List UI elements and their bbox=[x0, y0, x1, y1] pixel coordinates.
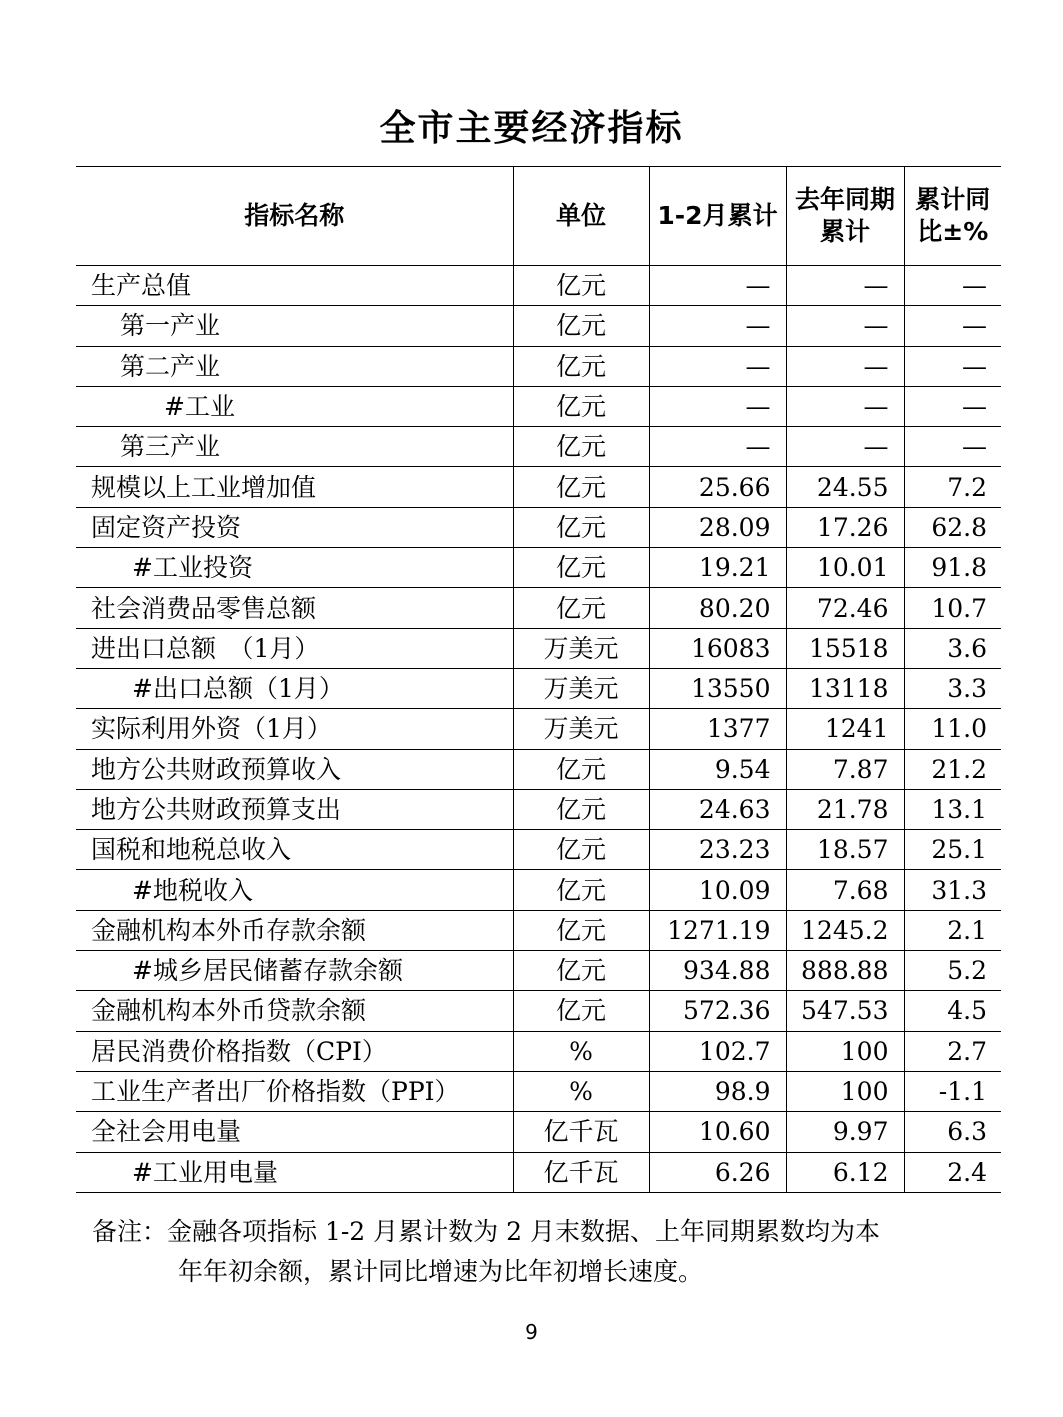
unit-cell: 亿元 bbox=[513, 789, 649, 829]
unit-cell: 亿元 bbox=[513, 386, 649, 426]
indicator-name: #工业用电量 bbox=[76, 1152, 513, 1192]
current-value: 98.9 bbox=[649, 1071, 786, 1111]
table-row bbox=[76, 306, 1001, 346]
yoy-value: 2.7 bbox=[904, 1031, 1001, 1071]
indicator-name: 居民消费价格指数（CPI） bbox=[76, 1031, 513, 1071]
previous-value: 7.68 bbox=[786, 870, 904, 910]
header-yoy-change: 累计同比±% bbox=[904, 167, 1001, 266]
indicator-name: 工业生产者出厂价格指数（PPI） bbox=[76, 1071, 513, 1111]
previous-value: 100 bbox=[786, 1031, 904, 1071]
indicator-name: #工业 bbox=[76, 386, 513, 426]
table-row bbox=[76, 588, 1001, 628]
unit-cell: 亿元 bbox=[513, 346, 649, 386]
indicator-name: #地税收入 bbox=[76, 870, 513, 910]
yoy-value: 10.7 bbox=[904, 588, 1001, 628]
current-value: — bbox=[649, 427, 786, 467]
table-row bbox=[76, 467, 1001, 507]
unit-cell: 万美元 bbox=[513, 709, 649, 749]
indicator-name: 规模以上工业增加值 bbox=[76, 467, 513, 507]
table-row bbox=[76, 266, 1001, 306]
indicator-name: 社会消费品零售总额 bbox=[76, 588, 513, 628]
current-value: 19.21 bbox=[649, 548, 786, 588]
table-row bbox=[76, 346, 1001, 386]
page-title: 全市主要经济指标 bbox=[379, 108, 684, 149]
indicator-name: 固定资产投资 bbox=[76, 507, 513, 547]
previous-value: 1245.2 bbox=[786, 910, 904, 950]
header-current-cumulative: 1-2月累计 bbox=[649, 167, 786, 266]
current-value: — bbox=[649, 386, 786, 426]
indicator-name: 地方公共财政预算支出 bbox=[76, 789, 513, 829]
unit-cell: 亿元 bbox=[513, 991, 649, 1031]
indicator-name: #工业投资 bbox=[76, 548, 513, 588]
table-row bbox=[76, 427, 1001, 467]
yoy-value: 4.5 bbox=[904, 991, 1001, 1031]
table-row bbox=[76, 1112, 1001, 1152]
current-value: 1377 bbox=[649, 709, 786, 749]
table-row bbox=[76, 507, 1001, 547]
indicator-name: #城乡居民储蓄存款余额 bbox=[76, 951, 513, 991]
table-row bbox=[76, 951, 1001, 991]
current-value: — bbox=[649, 306, 786, 346]
unit-cell: 亿千瓦 bbox=[513, 1152, 649, 1192]
table-row bbox=[76, 668, 1001, 708]
unit-cell: 亿元 bbox=[513, 548, 649, 588]
yoy-value: 5.2 bbox=[904, 951, 1001, 991]
header-unit: 单位 bbox=[513, 167, 649, 266]
previous-value: — bbox=[786, 266, 904, 306]
previous-value: 13118 bbox=[786, 668, 904, 708]
unit-cell: 亿千瓦 bbox=[513, 1112, 649, 1152]
previous-value: 10.01 bbox=[786, 548, 904, 588]
unit-cell: 亿元 bbox=[513, 507, 649, 547]
previous-value: 9.97 bbox=[786, 1112, 904, 1152]
previous-value: 17.26 bbox=[786, 507, 904, 547]
current-value: 23.23 bbox=[649, 830, 786, 870]
table-row bbox=[76, 749, 1001, 789]
indicator-name: 第二产业 bbox=[76, 346, 513, 386]
indicator-name: 金融机构本外币贷款余额 bbox=[76, 991, 513, 1031]
table-body bbox=[76, 266, 1001, 1193]
table-row bbox=[76, 386, 1001, 426]
previous-value: 24.55 bbox=[786, 467, 904, 507]
yoy-value: 3.3 bbox=[904, 668, 1001, 708]
indicator-name: 第三产业 bbox=[76, 427, 513, 467]
current-value: 16083 bbox=[649, 628, 786, 668]
yoy-value: 62.8 bbox=[904, 507, 1001, 547]
indicator-name: 生产总值 bbox=[76, 266, 513, 306]
indicator-name: 金融机构本外币存款余额 bbox=[76, 910, 513, 950]
unit-cell: 亿元 bbox=[513, 306, 649, 346]
table-row bbox=[76, 1031, 1001, 1071]
current-value: 80.20 bbox=[649, 588, 786, 628]
yoy-value: 11.0 bbox=[904, 709, 1001, 749]
unit-cell: 亿元 bbox=[513, 910, 649, 950]
table-row bbox=[76, 910, 1001, 950]
previous-value: 888.88 bbox=[786, 951, 904, 991]
previous-value: 15518 bbox=[786, 628, 904, 668]
footnote-line-2: 年年初余额，累计同比增速为比年初增长速度。 bbox=[178, 1257, 704, 1286]
previous-value: — bbox=[786, 386, 904, 426]
yoy-value: — bbox=[904, 266, 1001, 306]
footnote-line-1: 备注：金融各项指标 1-2 月累计数为 2 月末数据、上年同期累数均为本 bbox=[92, 1217, 880, 1246]
footnote bbox=[92, 1212, 992, 1292]
unit-cell: 亿元 bbox=[513, 951, 649, 991]
economic-indicators-table bbox=[76, 166, 1001, 1193]
yoy-value: 3.6 bbox=[904, 628, 1001, 668]
current-value: 102.7 bbox=[649, 1031, 786, 1071]
unit-cell: 亿元 bbox=[513, 588, 649, 628]
current-value: 28.09 bbox=[649, 507, 786, 547]
current-value: 13550 bbox=[649, 668, 786, 708]
previous-value: 7.87 bbox=[786, 749, 904, 789]
yoy-value: 21.2 bbox=[904, 749, 1001, 789]
yoy-value: 25.1 bbox=[904, 830, 1001, 870]
unit-cell: % bbox=[513, 1071, 649, 1111]
header-indicator-name: 指标名称 bbox=[76, 167, 513, 266]
previous-value: 100 bbox=[786, 1071, 904, 1111]
page-number: 9 bbox=[525, 1320, 538, 1344]
indicator-name: #出口总额（1月） bbox=[76, 668, 513, 708]
current-value: 10.60 bbox=[649, 1112, 786, 1152]
previous-value: 18.57 bbox=[786, 830, 904, 870]
previous-value: — bbox=[786, 346, 904, 386]
indicator-name: 进出口总额 （1月） bbox=[76, 628, 513, 668]
previous-value: — bbox=[786, 306, 904, 346]
yoy-value: 6.3 bbox=[904, 1112, 1001, 1152]
current-value: 24.63 bbox=[649, 789, 786, 829]
indicator-name: 国税和地税总收入 bbox=[76, 830, 513, 870]
yoy-value: 91.8 bbox=[904, 548, 1001, 588]
current-value: — bbox=[649, 346, 786, 386]
yoy-value: 2.4 bbox=[904, 1152, 1001, 1192]
previous-value: — bbox=[786, 427, 904, 467]
unit-cell: 亿元 bbox=[513, 870, 649, 910]
unit-cell: % bbox=[513, 1031, 649, 1071]
yoy-value: — bbox=[904, 306, 1001, 346]
current-value: — bbox=[649, 266, 786, 306]
current-value: 1271.19 bbox=[649, 910, 786, 950]
yoy-value: 13.1 bbox=[904, 789, 1001, 829]
current-value: 572.36 bbox=[649, 991, 786, 1031]
unit-cell: 万美元 bbox=[513, 628, 649, 668]
previous-value: 1241 bbox=[786, 709, 904, 749]
yoy-value: — bbox=[904, 427, 1001, 467]
table-row bbox=[76, 870, 1001, 910]
current-value: 9.54 bbox=[649, 749, 786, 789]
table-header-row bbox=[76, 167, 1001, 266]
current-value: 25.66 bbox=[649, 467, 786, 507]
unit-cell: 万美元 bbox=[513, 668, 649, 708]
table-row bbox=[76, 709, 1001, 749]
yoy-value: — bbox=[904, 346, 1001, 386]
yoy-value: 31.3 bbox=[904, 870, 1001, 910]
indicator-name: 实际利用外资（1月） bbox=[76, 709, 513, 749]
previous-value: 21.78 bbox=[786, 789, 904, 829]
unit-cell: 亿元 bbox=[513, 830, 649, 870]
table-row bbox=[76, 548, 1001, 588]
current-value: 10.09 bbox=[649, 870, 786, 910]
previous-value: 6.12 bbox=[786, 1152, 904, 1192]
table-row bbox=[76, 628, 1001, 668]
indicator-name: 全社会用电量 bbox=[76, 1112, 513, 1152]
header-previous-cumulative: 去年同期累计 bbox=[786, 167, 904, 266]
table-row bbox=[76, 991, 1001, 1031]
yoy-value: — bbox=[904, 386, 1001, 426]
unit-cell: 亿元 bbox=[513, 266, 649, 306]
table-row bbox=[76, 1071, 1001, 1111]
unit-cell: 亿元 bbox=[513, 467, 649, 507]
yoy-value: -1.1 bbox=[904, 1071, 1001, 1111]
table-row bbox=[76, 1152, 1001, 1192]
current-value: 6.26 bbox=[649, 1152, 786, 1192]
unit-cell: 亿元 bbox=[513, 749, 649, 789]
indicator-name: 地方公共财政预算收入 bbox=[76, 749, 513, 789]
table-row bbox=[76, 830, 1001, 870]
previous-value: 72.46 bbox=[786, 588, 904, 628]
yoy-value: 7.2 bbox=[904, 467, 1001, 507]
yoy-value: 2.1 bbox=[904, 910, 1001, 950]
current-value: 934.88 bbox=[649, 951, 786, 991]
indicator-name: 第一产业 bbox=[76, 306, 513, 346]
table-row bbox=[76, 789, 1001, 829]
unit-cell: 亿元 bbox=[513, 427, 649, 467]
previous-value: 547.53 bbox=[786, 991, 904, 1031]
